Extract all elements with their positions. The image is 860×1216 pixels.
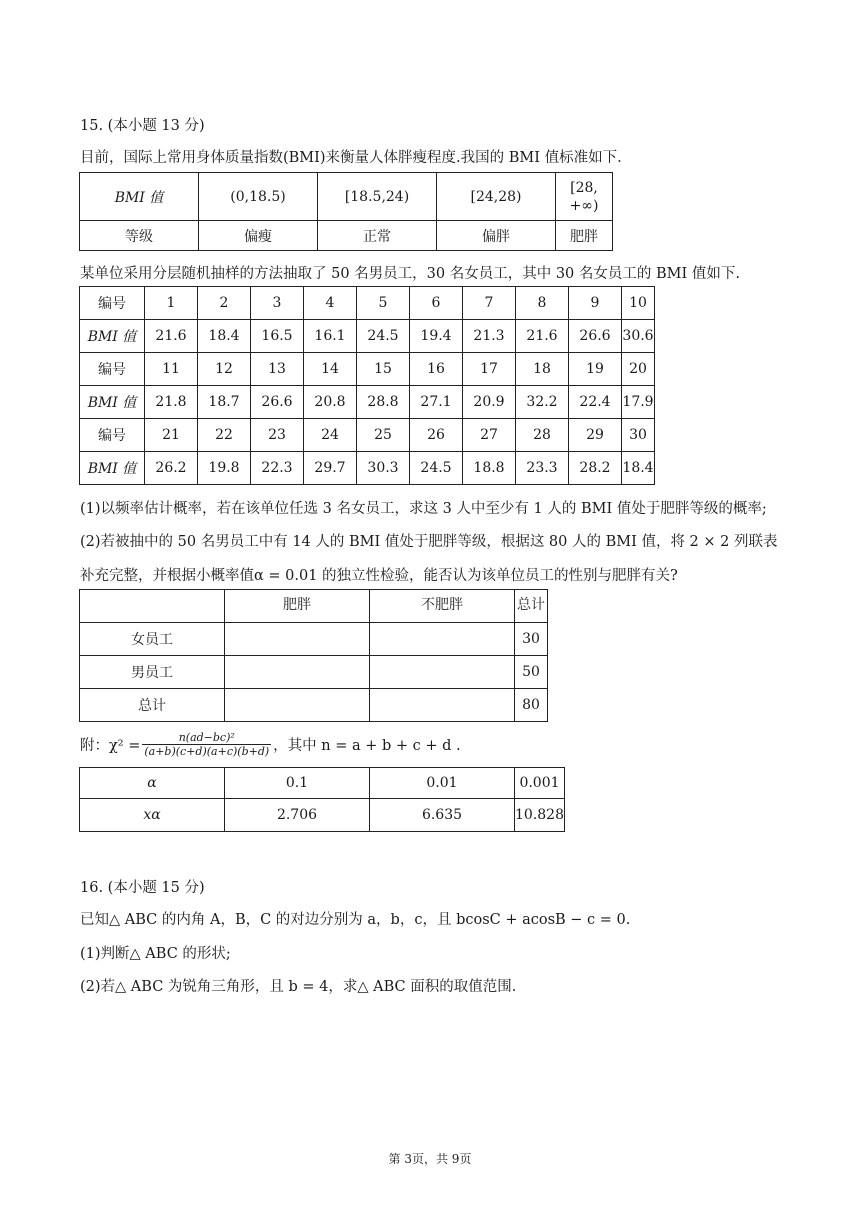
cell: 26.6 bbox=[251, 386, 304, 419]
cell: 28.8 bbox=[357, 386, 410, 419]
cell: 80 bbox=[515, 689, 548, 722]
cell: 编号 bbox=[80, 287, 145, 320]
cell: 23 bbox=[251, 419, 304, 452]
cell: 19.8 bbox=[198, 452, 251, 485]
cell bbox=[80, 590, 225, 623]
cell: 20.8 bbox=[304, 386, 357, 419]
cell: 21.6 bbox=[145, 320, 198, 353]
cell: 50 bbox=[515, 656, 548, 689]
cell: 28.2 bbox=[569, 452, 622, 485]
cell bbox=[225, 689, 370, 722]
cell: 7 bbox=[463, 287, 516, 320]
bmi-standard-table bbox=[79, 172, 613, 251]
cell: 30.6 bbox=[622, 320, 655, 353]
cell: 26.2 bbox=[145, 452, 198, 485]
cell: 编号 bbox=[80, 419, 145, 452]
cell: 5 bbox=[357, 287, 410, 320]
cell: 9 bbox=[569, 287, 622, 320]
cell: 21 bbox=[145, 419, 198, 452]
cell: 22.3 bbox=[251, 452, 304, 485]
cell: 4 bbox=[304, 287, 357, 320]
cell: 11 bbox=[145, 353, 198, 386]
cell: 26 bbox=[410, 419, 463, 452]
cell: 32.2 bbox=[516, 386, 569, 419]
formula-prefix: 附：χ² = bbox=[80, 738, 141, 754]
cell: BMI 值 bbox=[80, 320, 145, 353]
q16-part2: (2)若△ ABC 为锐角三角形，且 b = 4，求△ ABC 面积的取值范围. bbox=[80, 979, 517, 995]
cell: [18.5,24) bbox=[318, 173, 437, 221]
cell: 6 bbox=[410, 287, 463, 320]
cell: 15 bbox=[357, 353, 410, 386]
female-bmi-table bbox=[79, 286, 655, 485]
cell: 24.5 bbox=[410, 452, 463, 485]
q16-part1: (1)判断△ ABC 的形状; bbox=[80, 946, 231, 962]
cell: 29.7 bbox=[304, 452, 357, 485]
cell: [28, +∞) bbox=[556, 173, 613, 221]
cell bbox=[370, 656, 515, 689]
cell: 24.5 bbox=[357, 320, 410, 353]
cell: 8 bbox=[516, 287, 569, 320]
q15-intro: 目前，国际上常用身体质量指数(BMI)来衡量人体胖瘦程度.我国的 BMI 值标准如下. bbox=[80, 150, 622, 166]
cell: 女员工 bbox=[80, 623, 225, 656]
cell: 25 bbox=[357, 419, 410, 452]
cell bbox=[225, 623, 370, 656]
cell: 18.4 bbox=[198, 320, 251, 353]
cell: α bbox=[80, 768, 225, 799]
q15-part1: (1)以频率估计概率，若在该单位任选 3 名女员工，求这 3 人中至少有 1 人的 BMI 值处于肥胖等级的概率; bbox=[80, 501, 767, 517]
cell: 21.8 bbox=[145, 386, 198, 419]
cell: 10.828 bbox=[515, 799, 565, 832]
contingency-table bbox=[79, 589, 548, 722]
cell: BMI 值 bbox=[80, 173, 199, 221]
cell: xα bbox=[80, 799, 225, 832]
cell: 14 bbox=[304, 353, 357, 386]
cell: 28 bbox=[516, 419, 569, 452]
cell: 总计 bbox=[80, 689, 225, 722]
cell: 12 bbox=[198, 353, 251, 386]
q15-heading: 15. (本小题 13 分) bbox=[80, 118, 205, 134]
chi-square-formula bbox=[80, 731, 461, 758]
cell: 30 bbox=[622, 419, 655, 452]
cell: BMI 值 bbox=[80, 452, 145, 485]
cell: 27 bbox=[463, 419, 516, 452]
cell: 19 bbox=[569, 353, 622, 386]
cell: 16.5 bbox=[251, 320, 304, 353]
cell: 17.9 bbox=[622, 386, 655, 419]
cell: 19.4 bbox=[410, 320, 463, 353]
q15-part2-line1: (2)若被抽中的 50 名男员工中有 14 人的 BMI 值处于肥胖等级，根据这 80 人的 BMI 值，将 2 × 2 列联表 bbox=[80, 534, 778, 550]
cell: 18.7 bbox=[198, 386, 251, 419]
cell: 22 bbox=[198, 419, 251, 452]
cell: 总计 bbox=[515, 590, 548, 623]
cell: 16.1 bbox=[304, 320, 357, 353]
cell: 2.706 bbox=[225, 799, 370, 832]
cell: 29 bbox=[569, 419, 622, 452]
cell: 1 bbox=[145, 287, 198, 320]
cell: 正常 bbox=[318, 221, 437, 251]
q15-sample-text: 某单位采用分层随机抽样的方法抽取了 50 名男员工，30 名女员工，其中 30 名女员工的 BMI 值如下. bbox=[80, 266, 740, 282]
critical-value-table bbox=[79, 767, 565, 832]
cell: 21.6 bbox=[516, 320, 569, 353]
cell: 22.4 bbox=[569, 386, 622, 419]
cell: 20 bbox=[622, 353, 655, 386]
q16-intro: 已知△ ABC 的内角 A，B，C 的对边分别为 a，b，c，且 bcosC + acosB − c = 0. bbox=[80, 912, 631, 928]
cell: 27.1 bbox=[410, 386, 463, 419]
cell bbox=[370, 689, 515, 722]
cell: 0.01 bbox=[370, 768, 515, 799]
cell bbox=[370, 623, 515, 656]
cell: 肥胖 bbox=[556, 221, 613, 251]
cell: BMI 值 bbox=[80, 386, 145, 419]
cell: 23.3 bbox=[516, 452, 569, 485]
page-footer: 第 3页，共 9页 bbox=[388, 1152, 472, 1166]
cell: 21.3 bbox=[463, 320, 516, 353]
cell: 2 bbox=[198, 287, 251, 320]
cell: 3 bbox=[251, 287, 304, 320]
cell: [24,28) bbox=[437, 173, 556, 221]
cell: 编号 bbox=[80, 353, 145, 386]
q15-part2-line2: 补充完整，并根据小概率值α = 0.01 的独立性检验，能否认为该单位员工的性别与肥胖有关? bbox=[80, 568, 678, 584]
cell: 男员工 bbox=[80, 656, 225, 689]
formula-fraction bbox=[142, 731, 271, 758]
cell: 等级 bbox=[80, 221, 199, 251]
cell: 不肥胖 bbox=[370, 590, 515, 623]
cell: 30 bbox=[515, 623, 548, 656]
cell: (0,18.5) bbox=[199, 173, 318, 221]
cell: 18 bbox=[516, 353, 569, 386]
cell: 10 bbox=[622, 287, 655, 320]
cell: 24 bbox=[304, 419, 357, 452]
formula-numerator: n(ad−bc)² bbox=[142, 731, 271, 745]
cell: 偏胖 bbox=[437, 221, 556, 251]
formula-denominator: (a+b)(c+d)(a+c)(b+d) bbox=[144, 745, 270, 758]
cell: 16 bbox=[410, 353, 463, 386]
cell: 0.1 bbox=[225, 768, 370, 799]
cell: 13 bbox=[251, 353, 304, 386]
formula-suffix: ，其中 n = a + b + c + d . bbox=[273, 738, 461, 754]
cell: 20.9 bbox=[463, 386, 516, 419]
cell: 18.8 bbox=[463, 452, 516, 485]
cell: 17 bbox=[463, 353, 516, 386]
cell: 偏瘦 bbox=[199, 221, 318, 251]
cell: 18.4 bbox=[622, 452, 655, 485]
cell: 6.635 bbox=[370, 799, 515, 832]
q16-heading: 16. (本小题 15 分) bbox=[80, 880, 205, 896]
cell: 26.6 bbox=[569, 320, 622, 353]
cell bbox=[225, 656, 370, 689]
cell: 肥胖 bbox=[225, 590, 370, 623]
cell: 0.001 bbox=[515, 768, 565, 799]
cell: 30.3 bbox=[357, 452, 410, 485]
